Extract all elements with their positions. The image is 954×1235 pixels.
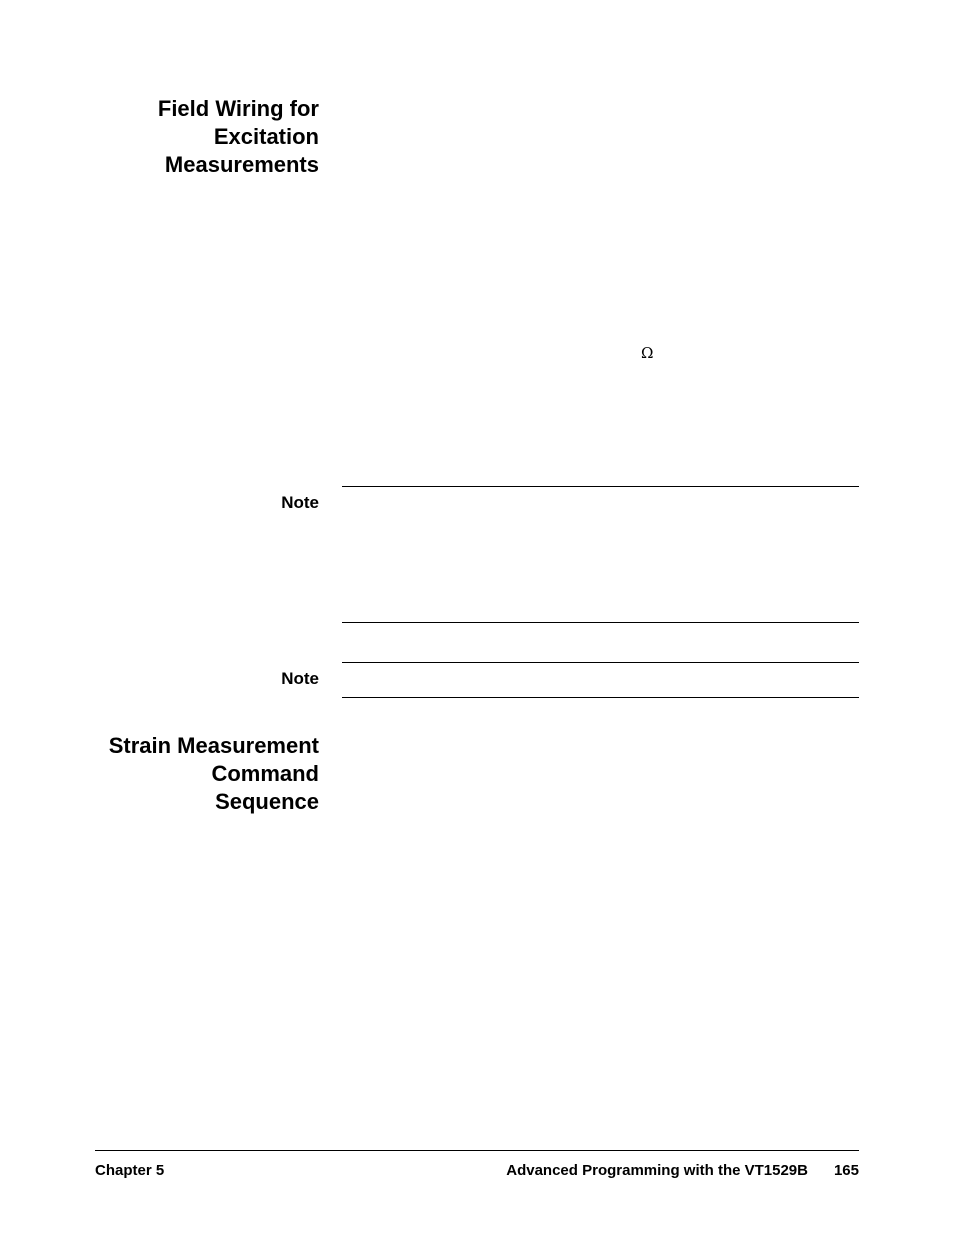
heading-line: Field Wiring for bbox=[157, 96, 319, 121]
heading-line: Measurements bbox=[164, 152, 319, 177]
note-bottom-rule bbox=[342, 622, 859, 623]
note-label: Note bbox=[281, 493, 319, 512]
heading-line: Command bbox=[211, 761, 319, 786]
footer-rule bbox=[95, 1150, 859, 1151]
heading-line: Sequence bbox=[215, 789, 319, 814]
section-heading-field-wiring bbox=[0, 95, 319, 179]
note-top-rule bbox=[342, 486, 859, 487]
note-label: Note bbox=[281, 669, 319, 688]
heading-line: Strain Measurement bbox=[108, 733, 319, 758]
heading-line: Excitation bbox=[213, 124, 319, 149]
section-heading-strain-sequence bbox=[0, 732, 319, 816]
omega-symbol: Ω bbox=[641, 344, 654, 362]
note-bottom-rule bbox=[342, 697, 859, 698]
footer-title: Advanced Programming with the VT1529B bbox=[506, 1162, 808, 1179]
note-top-rule bbox=[342, 662, 859, 663]
page-number: 165 bbox=[833, 1162, 859, 1179]
footer-chapter: Chapter 5 bbox=[95, 1162, 165, 1179]
